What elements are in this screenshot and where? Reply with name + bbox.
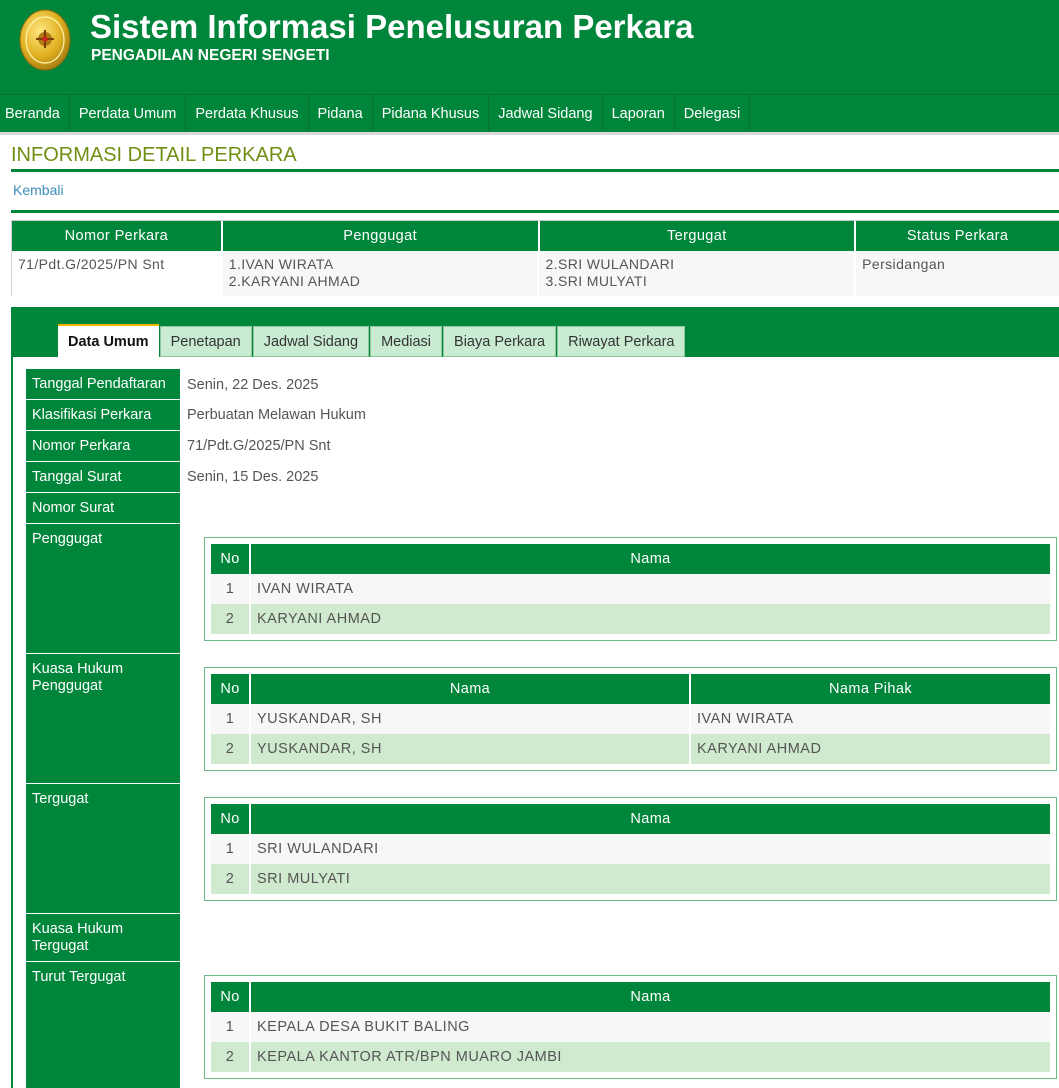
tergugat-table [211,804,1050,894]
label-turut-tergugat: Turut Tergugat [26,962,180,1088]
row-no: 1 [211,574,251,604]
site-header [0,0,1059,94]
table-row [211,1012,1050,1042]
summary-header-penggugat: Penggugat [223,221,540,251]
value-nomor-perkara: 71/Pdt.G/2025/PN Snt [187,438,331,454]
table-row [211,864,1050,894]
court-emblem-icon [19,9,71,72]
table-row [211,1042,1050,1072]
tergugat-table-box [204,797,1057,901]
nav-shadow [0,132,1059,135]
label-kuasa-tergugat: Kuasa Hukum Tergugat [26,914,180,962]
summary-tergugat [539,251,856,296]
table-row [211,704,1050,734]
summary-header-status: Status Perkara [856,221,1059,251]
main-nav [0,94,1059,132]
kuasa-penggugat-table-box [204,667,1057,771]
label-tanggal-surat: Tanggal Surat [26,462,180,493]
tab-riwayat-perkara[interactable]: Riwayat Perkara [557,326,685,357]
page-title: INFORMASI DETAIL PERKARA [11,144,297,166]
col-no: No [211,982,251,1012]
row-pihak: IVAN WIRATA [691,704,1050,734]
summary-penggugat-1: 1.IVAN WIRATA [228,256,334,272]
tab-jadwal-sidang[interactable]: Jadwal Sidang [253,326,369,357]
row-no: 2 [211,864,251,894]
summary-tergugat-1: 2.SRI WULANDARI [545,256,675,272]
table-row [211,834,1050,864]
col-no: No [211,544,251,574]
row-nama: KEPALA DESA BUKIT BALING [251,1012,1050,1042]
nav-item-perdata-umum[interactable]: Perdata Umum [70,95,187,132]
label-nomor-perkara: Nomor Perkara [26,431,180,462]
summary-header-nomor: Nomor Perkara [12,221,223,251]
row-no: 1 [211,834,251,864]
penggugat-table-box [204,537,1057,641]
summary-nomor-value: 71/Pdt.G/2025/PN Snt [18,256,165,272]
penggugat-table [211,544,1050,634]
col-no: No [211,804,251,834]
site-subtitle: PENGADILAN NEGERI SENGETI [91,47,330,64]
col-nama: Nama [251,544,1050,574]
kuasa-penggugat-table [211,674,1050,764]
nav-item-jadwal-sidang[interactable]: Jadwal Sidang [489,95,602,132]
row-no: 2 [211,1042,251,1072]
summary-tergugat-2: 3.SRI MULYATI [545,273,648,289]
nav-item-beranda[interactable]: Beranda [0,95,70,132]
tab-penetapan[interactable]: Penetapan [160,326,252,357]
summary-status-value: Persidangan [862,256,946,272]
table-row [211,604,1050,634]
summary-penggugat [223,251,540,296]
row-nama: KARYANI AHMAD [251,604,1050,634]
col-nama-pihak: Nama Pihak [691,674,1050,704]
summary-status [856,251,1059,296]
back-link[interactable]: Kembali [13,182,64,198]
turut-tergugat-table-box [204,975,1057,1079]
row-nama: SRI WULANDARI [251,834,1050,864]
row-nama: KEPALA KANTOR ATR/BPN MUARO JAMBI [251,1042,1050,1072]
row-no: 2 [211,734,251,764]
nav-item-delegasi[interactable]: Delegasi [675,95,750,132]
nav-item-laporan[interactable]: Laporan [603,95,675,132]
back-divider [11,210,1059,213]
value-klasifikasi: Perbuatan Melawan Hukum [187,407,366,423]
case-summary-table [11,220,1059,296]
value-tanggal-pendaftaran: Senin, 22 Des. 2025 [187,377,319,393]
nav-item-pidana[interactable]: Pidana [309,95,373,132]
row-nama: YUSKANDAR, SH [251,734,691,764]
row-pihak: KARYANI AHMAD [691,734,1050,764]
row-nama: YUSKANDAR, SH [251,704,691,734]
col-nama: Nama [251,674,691,704]
col-nama: Nama [251,982,1050,1012]
label-penggugat: Penggugat [26,524,180,654]
label-tergugat: Tergugat [26,784,180,914]
row-nama: SRI MULYATI [251,864,1050,894]
row-no: 1 [211,704,251,734]
col-nama: Nama [251,804,1050,834]
label-nomor-surat: Nomor Surat [26,493,180,524]
nav-item-pidana-khusus[interactable]: Pidana Khusus [373,95,490,132]
summary-header-tergugat: Tergugat [540,221,857,251]
row-no: 1 [211,1012,251,1042]
label-klasifikasi: Klasifikasi Perkara [26,400,180,431]
summary-nomor [12,251,223,296]
row-no: 2 [211,604,251,634]
summary-header-row [12,221,1059,251]
tab-mediasi[interactable]: Mediasi [370,326,442,357]
value-tanggal-surat: Senin, 15 Des. 2025 [187,469,319,485]
table-row [211,574,1050,604]
title-divider [11,169,1059,172]
summary-row [12,251,1059,296]
tab-biaya-perkara[interactable]: Biaya Perkara [443,326,556,357]
label-tanggal-pendaftaran: Tanggal Pendaftaran [26,369,180,400]
label-kuasa-penggugat: Kuasa Hukum Penggugat [26,654,180,784]
summary-penggugat-2: 2.KARYANI AHMAD [228,273,361,289]
tab-data-umum[interactable]: Data Umum [58,324,159,357]
site-title: Sistem Informasi Penelusuran Perkara [90,8,694,45]
table-row [211,734,1050,764]
tab-list [58,324,686,357]
detail-panel [11,307,1059,1088]
turut-tergugat-table [211,982,1050,1072]
row-nama: IVAN WIRATA [251,574,1050,604]
nav-item-perdata-khusus[interactable]: Perdata Khusus [186,95,308,132]
col-no: No [211,674,251,704]
